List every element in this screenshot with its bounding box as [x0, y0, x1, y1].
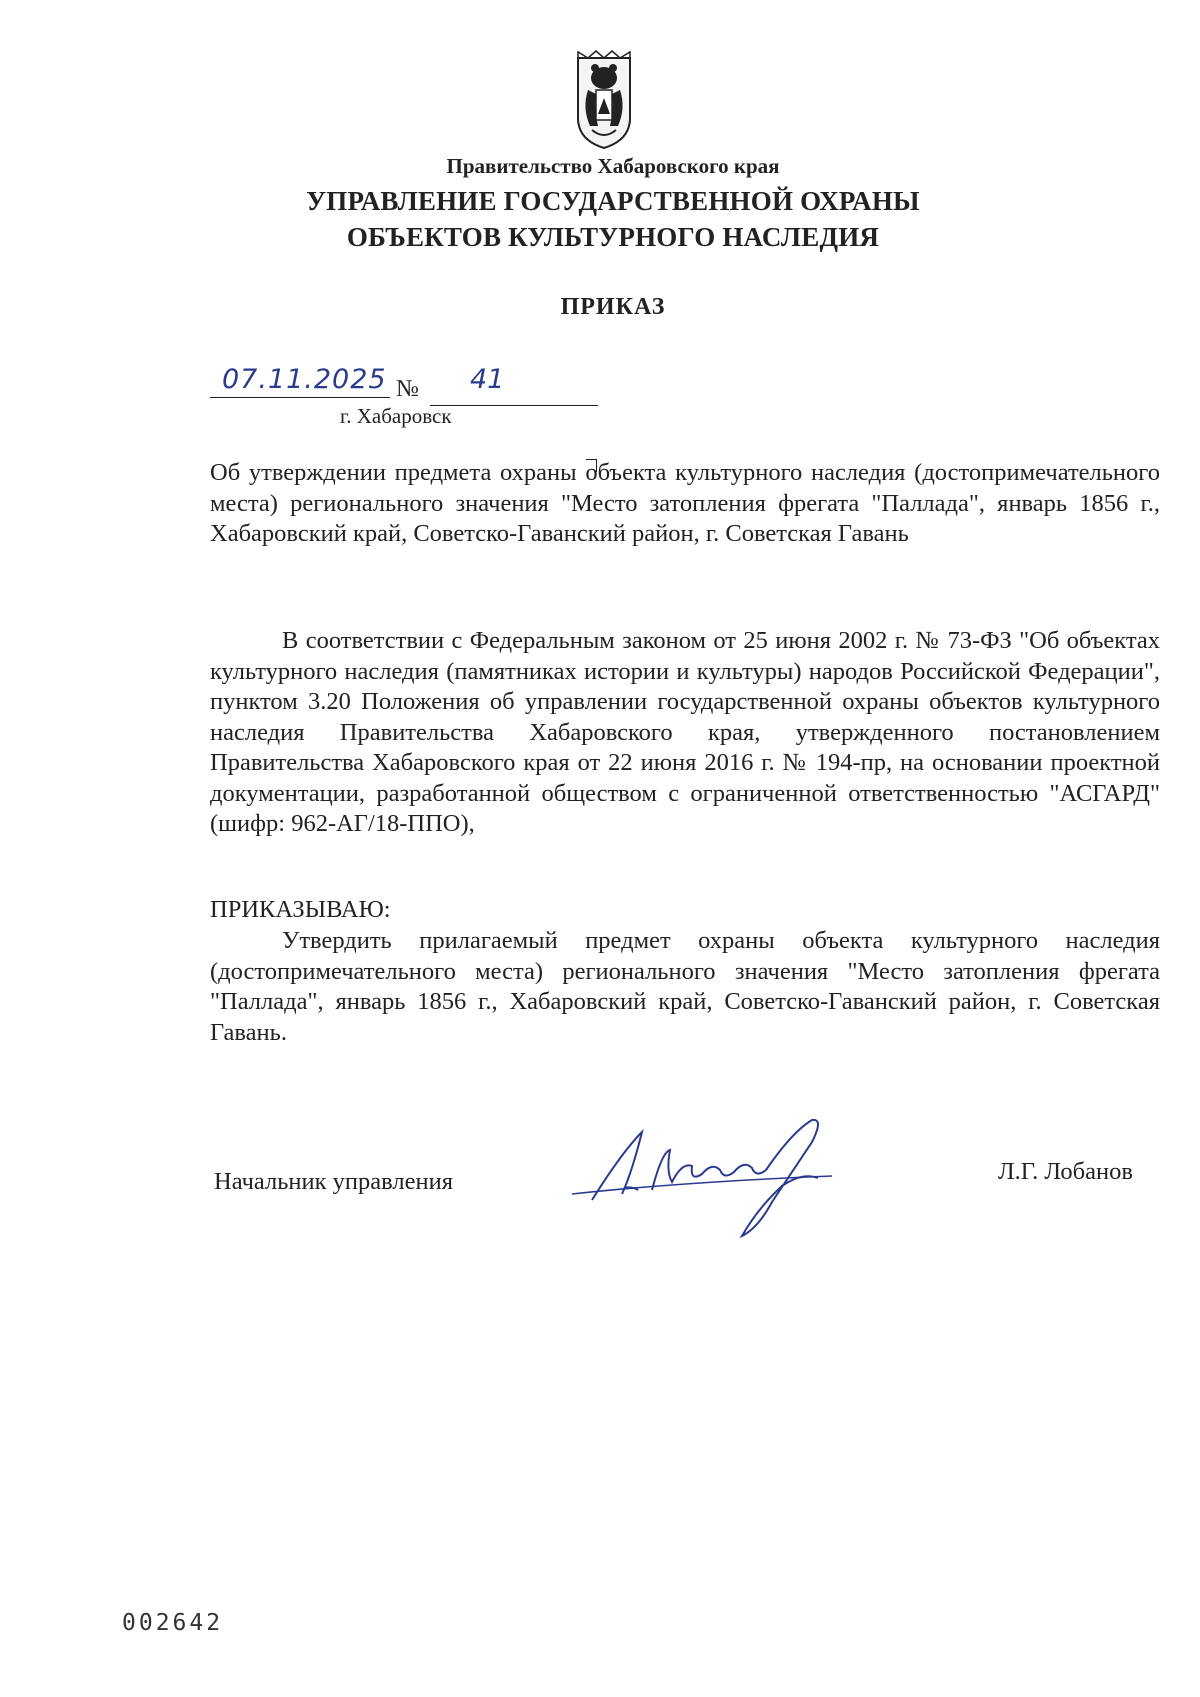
document-type: ПРИКАЗ	[560, 294, 666, 320]
signatory-name: Л.Г. Лобанов	[998, 1158, 1133, 1185]
city: г. Хабаровск	[340, 404, 452, 428]
order-subject-text: Об утверждении предмета охраны объекта культурного наследия (достопримечательного места) регионального значения "Место затопления фрегата "Паллада", январь 1856 г., Хабаровский край, Советско-Гаванский район, г. Советская Гавань	[210, 459, 1160, 547]
order-date: 07.11.2025	[222, 364, 387, 395]
order-preamble-text: В соответствии с Федеральным законом от 25 июня 2002 г. № 73-ФЗ "Об объектах культурного наследия (памятниках истории и культуры) народов Российской Федерации", пунктом 3.20 Положения об управлении государственной охраны объектов культурного наследия Правительства Хабаровского края, утвержденного постановлением Правительства Хабаровского края от 22 июня 2016 г. № 194-пр, на основании проектной документации, разработанной обществом с ограниченной ответственностью "АСГАРД" (шифр: 962-АГ/18-ППО),	[210, 627, 1160, 837]
date-underline	[210, 396, 390, 398]
order-directive	[210, 926, 1160, 1048]
order-subject	[210, 458, 1160, 550]
order-directive-text: Утвердить прилагаемый предмет охраны объекта культурного наследия (достопримечательного места) регионального значения "Место затопления фрегата "Паллада", январь 1856 г., Хабаровский край, Советско-Гаванский район, г. Советская Гавань.	[210, 927, 1160, 1046]
department-name-line1: УПРАВЛЕНИЕ ГОСУДАРСТВЕННОЙ ОХРАНЫ	[306, 186, 920, 216]
government-name: Правительство Хабаровского края	[446, 154, 780, 178]
order-number: 41	[470, 364, 505, 395]
handwritten-signature	[562, 1112, 922, 1242]
number-sign: №	[396, 376, 419, 402]
khabarovsk-coat-of-arms-icon	[574, 48, 634, 152]
corner-bracket-mark	[586, 459, 597, 472]
signatory-role: Начальник управления	[214, 1168, 453, 1195]
order-keyword: ПРИКАЗЫВАЮ:	[210, 896, 391, 923]
department-name-line2: ОБЪЕКТОВ КУЛЬТУРНОГО НАСЛЕДИЯ	[346, 222, 880, 252]
order-preamble	[210, 626, 1160, 840]
number-underline	[430, 404, 598, 406]
document-serial-number: 002642	[122, 1610, 224, 1636]
